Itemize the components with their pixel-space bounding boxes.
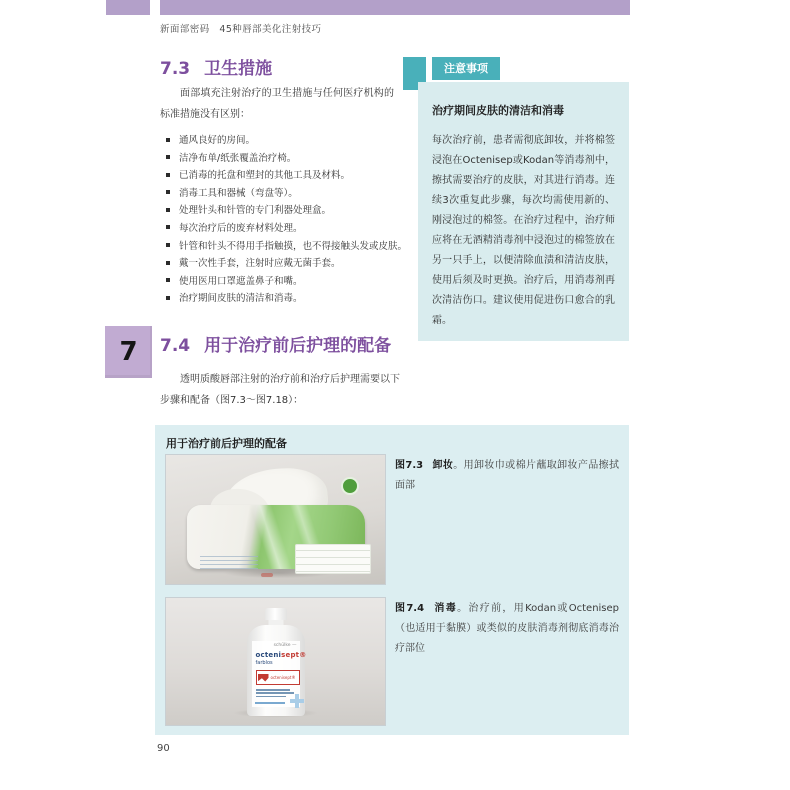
hygiene-bullet-list bbox=[166, 132, 407, 308]
bullet-item bbox=[166, 238, 407, 256]
blue-cross-icon bbox=[290, 694, 304, 708]
note-box bbox=[418, 82, 629, 341]
section-7-4-number: 7.4 bbox=[160, 336, 191, 356]
note-box-tab: 注意事项 bbox=[432, 57, 500, 80]
header-bar bbox=[160, 0, 630, 15]
note-box-title: 治疗期间皮肤的清洁和消毒 bbox=[432, 104, 564, 117]
figure-7-3-photo-wipes-pack bbox=[165, 454, 386, 585]
wipes-pack-label bbox=[295, 544, 371, 574]
figure-panel bbox=[155, 425, 629, 735]
figure-7-4-term: 消毒 bbox=[433, 603, 458, 614]
bullet-item bbox=[166, 185, 407, 203]
running-head: 新面部密码 45种唇部美化注射技巧 bbox=[160, 24, 322, 35]
figure-7-3-term: 卸妆 bbox=[432, 460, 454, 471]
bullet-item bbox=[166, 202, 407, 220]
bullet-square-icon bbox=[166, 155, 170, 159]
figure-7-3-caption bbox=[395, 456, 619, 496]
bullet-text: 针管和针头不得用手指触摸，也不得接触头发或皮肤。 bbox=[179, 240, 408, 252]
bullet-item bbox=[166, 132, 407, 150]
wipes-pack-fine-print bbox=[200, 553, 258, 570]
bullet-square-icon bbox=[166, 243, 170, 247]
bullet-square-icon bbox=[166, 208, 170, 212]
bullet-square-icon bbox=[166, 173, 170, 177]
header-accent-block bbox=[106, 0, 150, 15]
bottle-subtitle: farblos bbox=[255, 660, 273, 666]
bullet-square-icon bbox=[166, 138, 170, 142]
page-number: 90 bbox=[157, 743, 170, 754]
figure-7-3-text: 。用卸妆巾或棉片蘸取卸妆产品擦拭面部 bbox=[395, 460, 620, 491]
figure-7-4-photo-octenisept-bottle bbox=[165, 597, 386, 726]
section-7-4-heading bbox=[160, 331, 391, 356]
wipes-pack-red-mark bbox=[261, 573, 273, 577]
bullet-square-icon bbox=[166, 278, 170, 282]
bullet-item bbox=[166, 273, 407, 291]
note-box-body: 每次治疗前，患者需彻底卸妆，并将棉签浸泡在Octenisep或Kodan等消毒剂中，擦拭需要治疗的皮肤，对其进行消毒。连续3次重复此步骤，每次均需使用新的、刚浸泡过的棉签。在治疗过程中，治疗师应将在无酒精消毒剂中浸泡过的棉签放在另一只手上，以便清除血渍和清洁皮肤，使用后须及时更换。治疗后，用消毒剂再次清洁伤口。建议使用促进伤口愈合的乳霜。 bbox=[432, 135, 615, 326]
section-7-3-intro: 面部填充注射治疗的卫生措施与任何医疗机构的标准措施没有区别： bbox=[160, 88, 394, 120]
bullet-square-icon bbox=[166, 190, 170, 194]
bullet-item bbox=[166, 167, 407, 185]
section-7-3-number: 7.3 bbox=[160, 59, 191, 79]
bullet-item bbox=[166, 220, 407, 238]
bottle-label bbox=[252, 641, 307, 707]
bottle-red-box bbox=[256, 670, 300, 685]
section-7-3-heading bbox=[160, 54, 272, 79]
section-7-3-title: 卫生措施 bbox=[204, 59, 273, 79]
wound-icon bbox=[258, 674, 269, 682]
bullet-square-icon bbox=[166, 261, 170, 265]
figure-7-4-caption bbox=[395, 599, 619, 659]
bottle-body bbox=[247, 625, 305, 716]
bullet-square-icon bbox=[166, 296, 170, 300]
bullet-text: 洁净布单/纸张覆盖治疗椅。 bbox=[179, 152, 297, 164]
section-7-4-intro: 透明质酸唇部注射的治疗前和治疗后护理需要以下步骤和配备（图7.3～图7.18）： bbox=[160, 374, 400, 406]
bullet-item bbox=[166, 290, 407, 308]
red-box-text: octenisept® bbox=[270, 675, 296, 680]
bullet-text: 每次治疗后的废弃材料处理。 bbox=[179, 222, 303, 234]
bullet-text: 治疗期间皮肤的清洁和消毒。 bbox=[179, 293, 303, 305]
bullet-text: 消毒工具和器械（弯盘等）。 bbox=[179, 187, 298, 199]
figure-7-4-text: 。治疗前，用Kodan或Octenisep（也适用于黏膜）或类似的皮肤消毒剂彻底消毒治疗部位 bbox=[395, 603, 620, 654]
section-7-4-title: 用于治疗前后护理的配备 bbox=[204, 336, 392, 356]
figure-7-3-label: 图7.3 bbox=[395, 460, 424, 471]
bullet-text: 戴一次性手套，注射时应戴无菌手套。 bbox=[179, 258, 341, 270]
bottle-name-red: sept® bbox=[281, 651, 307, 659]
bullet-item bbox=[166, 255, 407, 273]
chapter-number-tab: 7 bbox=[105, 326, 152, 378]
bullet-text: 处理针头和针管的专门利器处理盒。 bbox=[179, 205, 332, 217]
bullet-text: 通风良好的房间。 bbox=[179, 135, 256, 146]
figure-panel-heading: 用于治疗前后护理的配备 bbox=[166, 437, 287, 450]
bottle-brand-text: schülke — bbox=[273, 643, 297, 648]
bottle-product-name bbox=[255, 651, 307, 659]
wipes-pack-green-badge-icon bbox=[341, 477, 359, 495]
bottle-cap bbox=[265, 608, 287, 620]
bottle-name-blue: octeni bbox=[255, 651, 282, 659]
bottle-bottom-line bbox=[255, 702, 285, 704]
bullet-square-icon bbox=[166, 225, 170, 229]
bullet-text: 已消毒的托盘和塑封的其他工具及材料。 bbox=[179, 170, 351, 182]
bullet-item bbox=[166, 150, 407, 168]
bullet-text: 使用医用口罩遮盖鼻子和嘴。 bbox=[179, 275, 303, 287]
figure-7-4-label: 图7.4 bbox=[395, 603, 425, 614]
